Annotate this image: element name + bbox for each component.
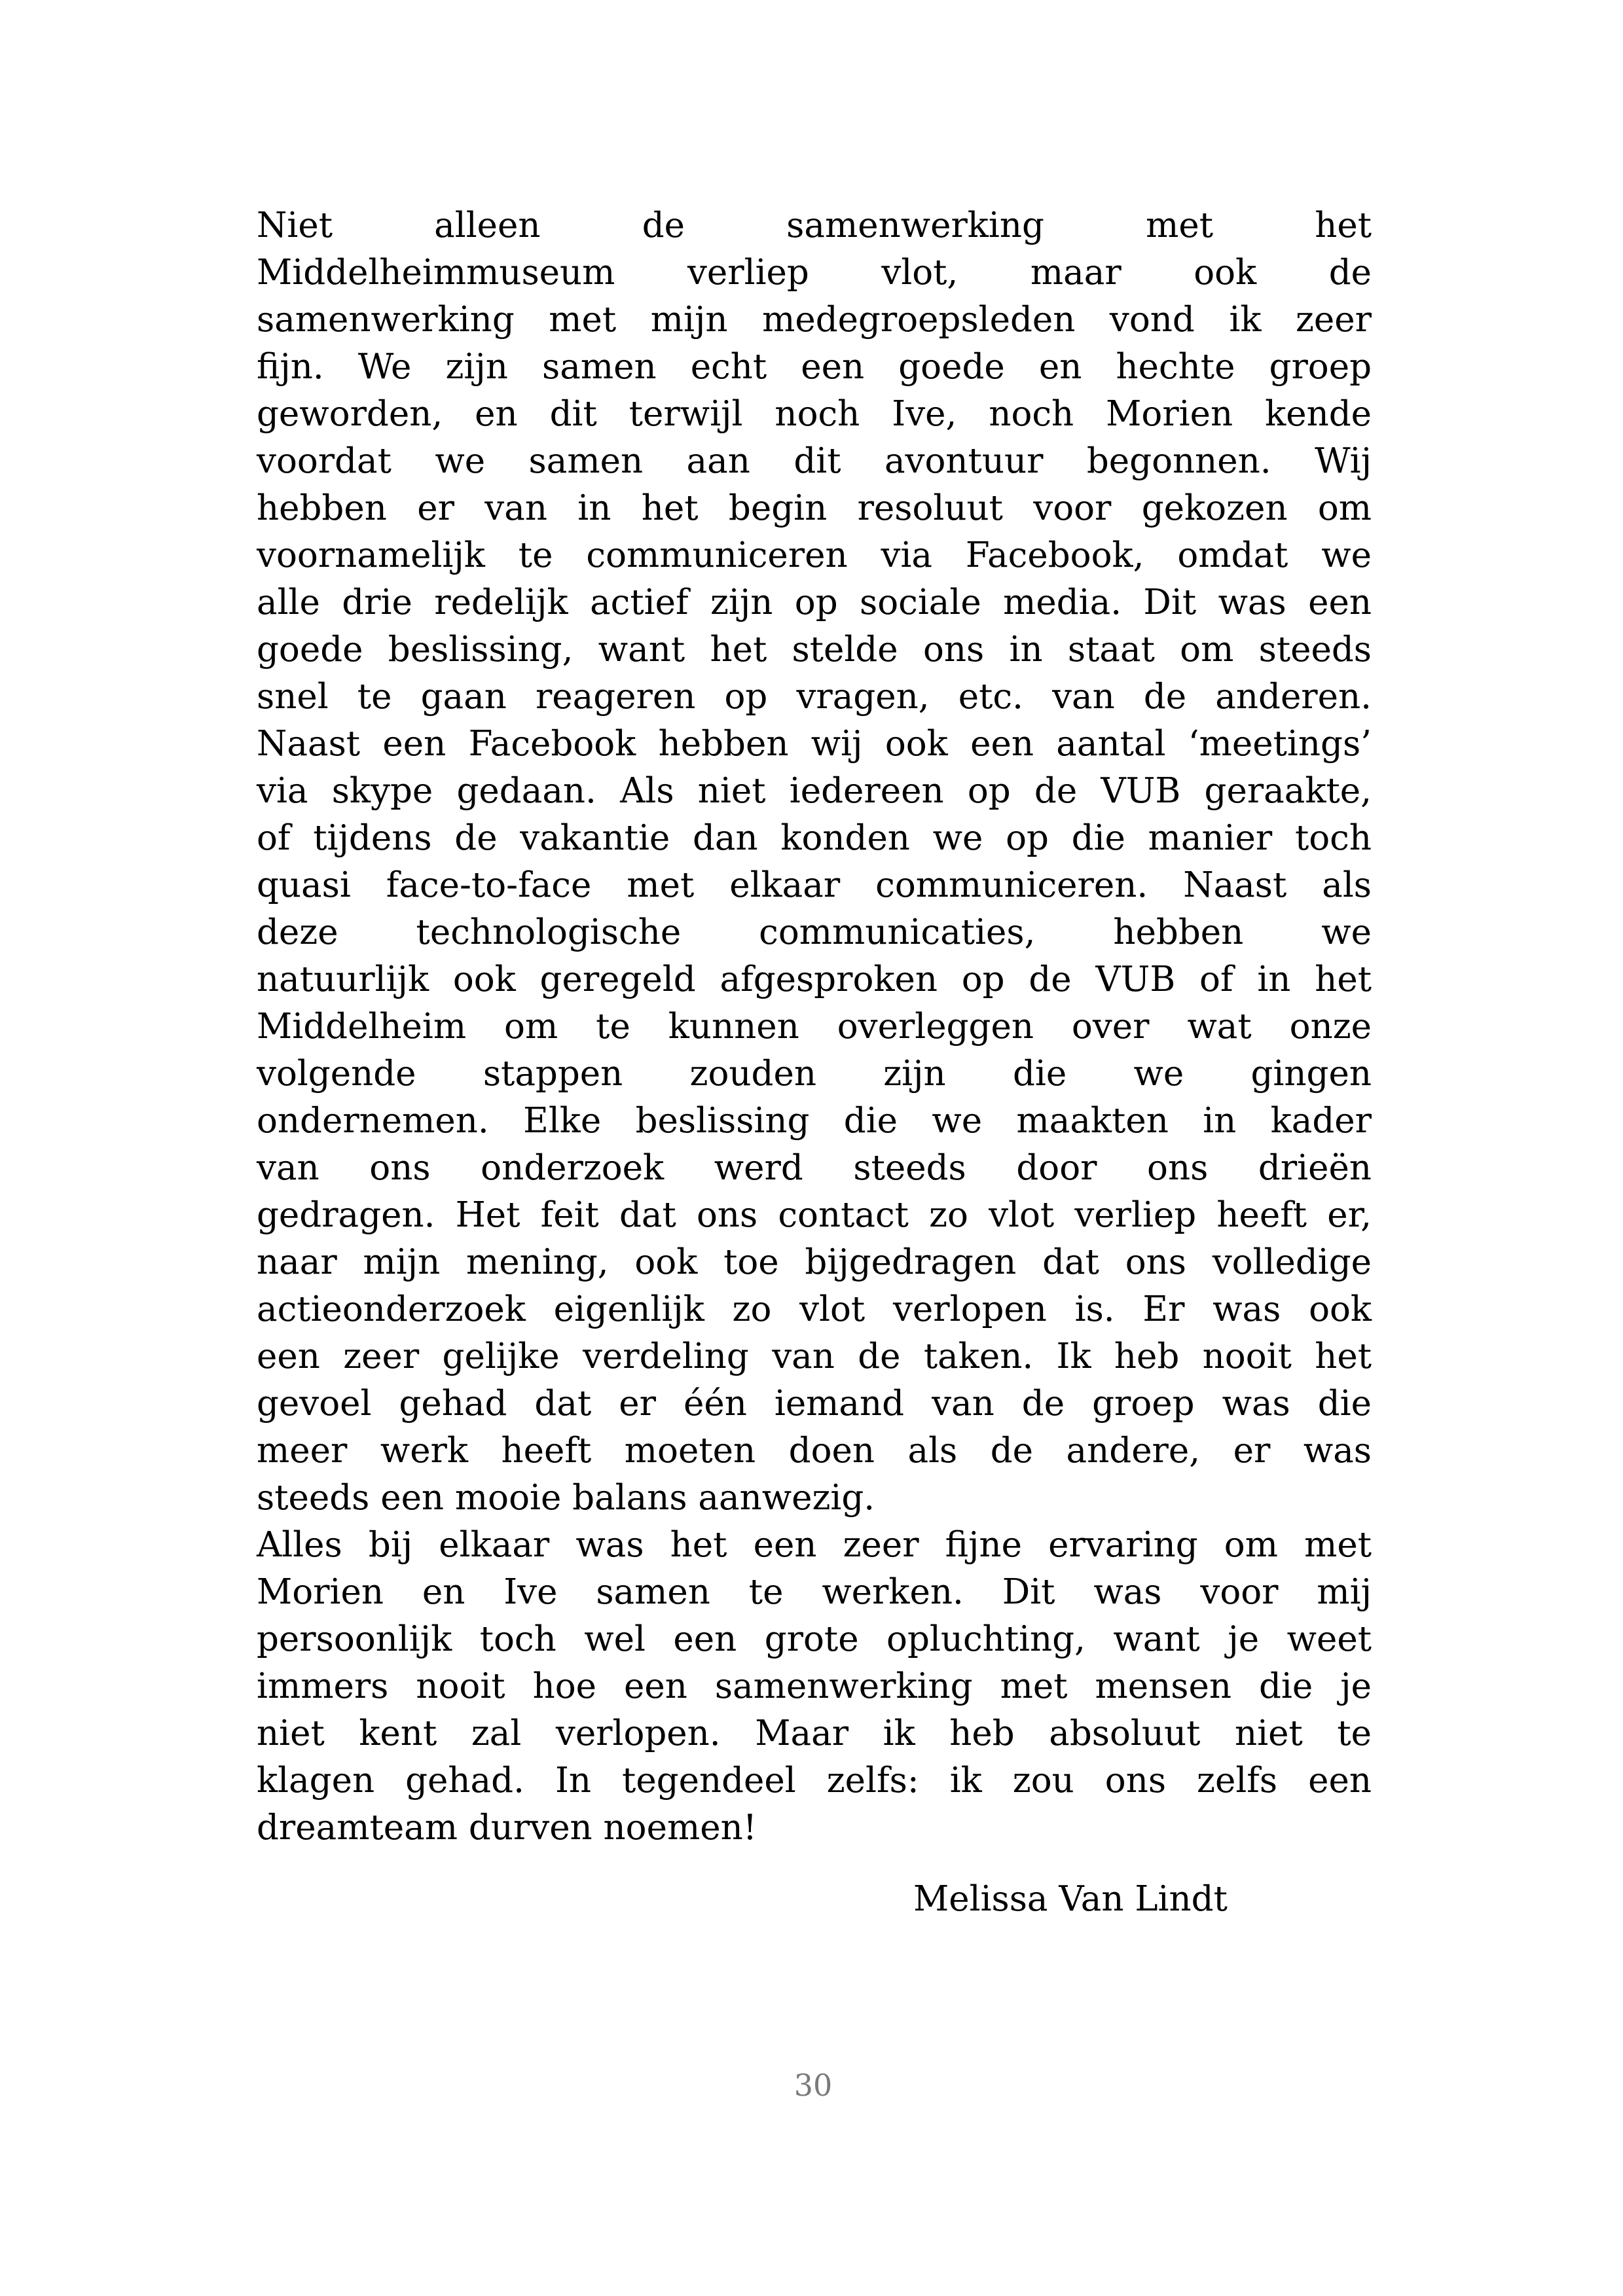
text-line: deze technologische communicaties, hebben we [257,912,1372,952]
text-line: volgende stappen zouden zijn die we gingen [257,1054,1372,1094]
page-number: 30 [793,2068,833,2103]
text-line: dreamteam durven noemen! [257,1808,757,1848]
text-line: een zeer gelijke verdeling van de taken. Ik heb nooit het [257,1336,1372,1376]
text-line: natuurlijk ook geregeld afgesproken op de VUB of in het [257,960,1372,999]
text-line: immers nooit hoe een samenwerking met mensen die je [257,1666,1372,1706]
text-line: naar mijn mening, ook toe bijgedragen dat ons volledige [257,1242,1372,1282]
body-text [257,202,1372,1852]
text-line: goede beslissing, want het stelde ons in staat om steeds [257,630,1372,670]
text-line: niet kent zal verlopen. Maar ik heb absoluut niet te [257,1713,1372,1753]
text-line: samenwerking met mijn medegroepsleden vond ik zeer [257,300,1372,340]
text-line: steeds een mooie balans aanwezig. [257,1478,875,1518]
text-line: Naast een Facebook hebben wij ook een aantal ‘meetings’ [257,724,1372,764]
text-line: snel te gaan reageren op vragen, etc. van de anderen. [257,677,1372,717]
text-line: Morien en Ive samen te werken. Dit was voor mij [257,1572,1372,1612]
text-line: klagen gehad. In tegendeel zelfs: ik zou ons zelfs een [257,1761,1372,1801]
text-line: meer werk heeft moeten doen als de andere, er was [257,1431,1372,1471]
text-line: Alles bij elkaar was het een zeer fijne ervaring om met [257,1525,1372,1565]
text-line: fijn. We zijn samen echt een goede en hechte groep [257,347,1372,387]
text-line: Niet alleen de samenwerking met het [257,206,1372,245]
paragraph-1 [257,202,1372,1522]
text-line: hebben er van in het begin resoluut voor gekozen om [257,488,1372,528]
text-line: ondernemen. Elke beslissing die we maakten in kader [257,1101,1372,1141]
text-line: geworden, en dit terwijl noch Ive, noch Morien kende [257,394,1372,434]
text-line: gevoel gehad dat er één iemand van de groep was die [257,1384,1372,1424]
text-line: alle drie redelijk actief zijn op sociale media. Dit was een [257,583,1372,622]
text-line: actieonderzoek eigenlijk zo vlot verlopen is. Er was ook [257,1289,1372,1329]
paragraph-2 [257,1522,1372,1852]
text-line: voordat we samen aan dit avontuur begonnen. Wij [257,441,1372,481]
text-line: Middelheim om te kunnen overleggen over wat onze [257,1007,1372,1047]
text-line: van ons onderzoek werd steeds door ons drieën [257,1148,1372,1188]
text-line: of tijdens de vakantie dan konden we op die manier toch [257,818,1372,858]
text-line: gedragen. Het feit dat ons contact zo vlot verliep heeft er, [257,1195,1372,1235]
text-line: quasi face-to-face met elkaar communiceren. Naast als [257,865,1372,905]
text-line: voornamelijk te communiceren via Facebook, omdat we [257,535,1372,575]
text-line: persoonlijk toch wel een grote opluchting, want je weet [257,1619,1372,1659]
author-signature: Melissa Van Lindt [913,1879,1228,1919]
text-line: Middelheimmuseum verliep vlot, maar ook de [257,253,1372,293]
text-line: via skype gedaan. Als niet iedereen op de VUB geraakte, [257,771,1372,811]
